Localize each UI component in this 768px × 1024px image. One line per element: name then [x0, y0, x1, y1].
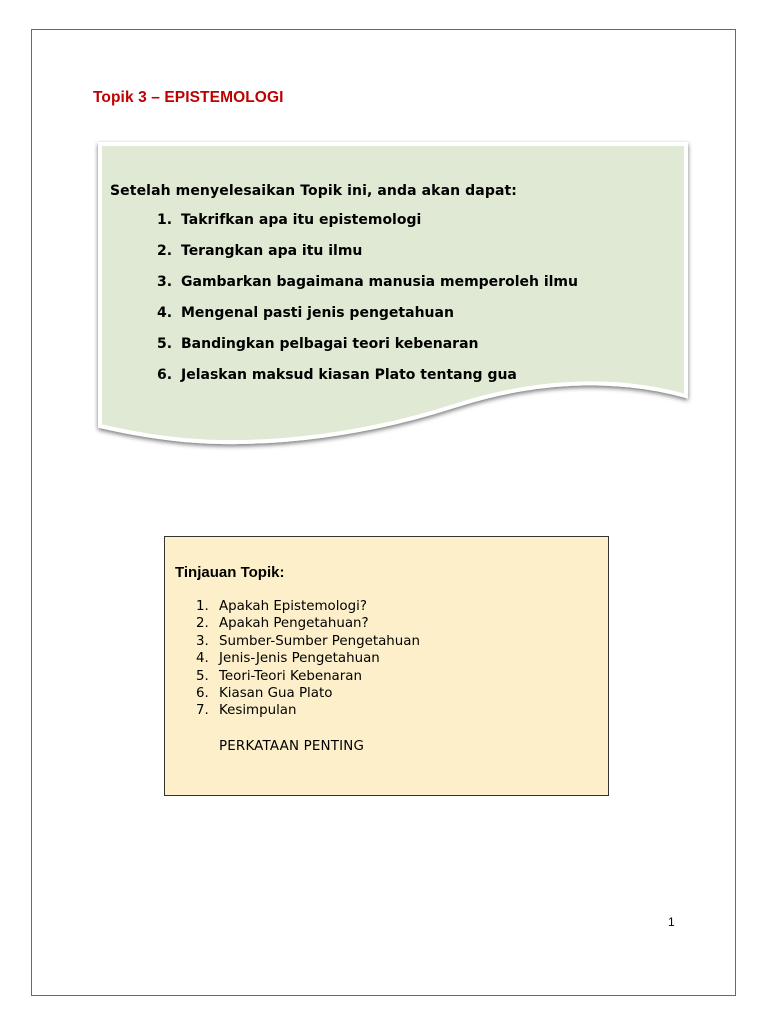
list-item: [196, 599, 420, 616]
item-text: Kiasan Gua Plato: [219, 685, 333, 701]
item-number: 3.: [157, 274, 173, 290]
page-number: 1: [668, 915, 675, 929]
item-text: Kesimpulan: [219, 703, 297, 719]
item-number: 1.: [157, 212, 173, 228]
item-text: Apakah Epistemologi?: [219, 599, 367, 614]
item-number: 6.: [157, 367, 173, 383]
list-item: [157, 212, 578, 243]
item-text: Jenis-Jenis Pengetahuan: [219, 651, 380, 667]
item-text: Mengenal pasti jenis pengetahuan: [181, 305, 454, 321]
list-item: [196, 634, 420, 651]
list-item: [157, 274, 578, 305]
item-number: 5.: [157, 336, 173, 352]
item-number: 4.: [196, 651, 209, 667]
item-text: Sumber-Sumber Pengetahuan: [219, 633, 420, 649]
item-number: 7.: [196, 703, 209, 719]
list-item: [157, 305, 578, 336]
list-item: [157, 336, 578, 367]
item-number: 3.: [196, 633, 209, 649]
list-item: [196, 651, 420, 668]
item-number: 6.: [196, 685, 209, 701]
key-words-heading: PERKATAAN PENTING: [219, 739, 365, 754]
item-number: 2.: [157, 243, 173, 259]
item-number: 1.: [196, 599, 209, 614]
list-item: [196, 669, 420, 686]
item-text: Bandingkan pelbagai teori kebenaran: [181, 336, 479, 352]
list-item: [157, 367, 578, 398]
item-number: 5.: [196, 668, 209, 684]
overview-title: Tinjauan Topik:: [175, 564, 285, 581]
list-item: [196, 616, 420, 633]
list-item: [196, 703, 420, 720]
list-item: [157, 243, 578, 274]
item-text: Apakah Pengetahuan?: [219, 616, 369, 632]
objectives-intro: Setelah menyelesaikan Topik ini, anda akan dapat:: [110, 183, 517, 199]
item-number: 4.: [157, 305, 173, 321]
item-text: Terangkan apa itu ilmu: [181, 243, 363, 259]
list-item: [196, 686, 420, 703]
topic-title: Topik 3 – EPISTEMOLOGI: [93, 89, 284, 106]
overview-list: [196, 599, 420, 721]
item-text: Takrifkan apa itu epistemologi: [181, 212, 422, 228]
item-text: Gambarkan bagaimana manusia memperoleh ilmu: [181, 274, 578, 290]
objectives-list: [157, 212, 578, 398]
item-number: 2.: [196, 616, 209, 632]
item-text: Teori-Teori Kebenaran: [219, 668, 362, 684]
item-text: Jelaskan maksud kiasan Plato tentang gua: [181, 367, 517, 383]
